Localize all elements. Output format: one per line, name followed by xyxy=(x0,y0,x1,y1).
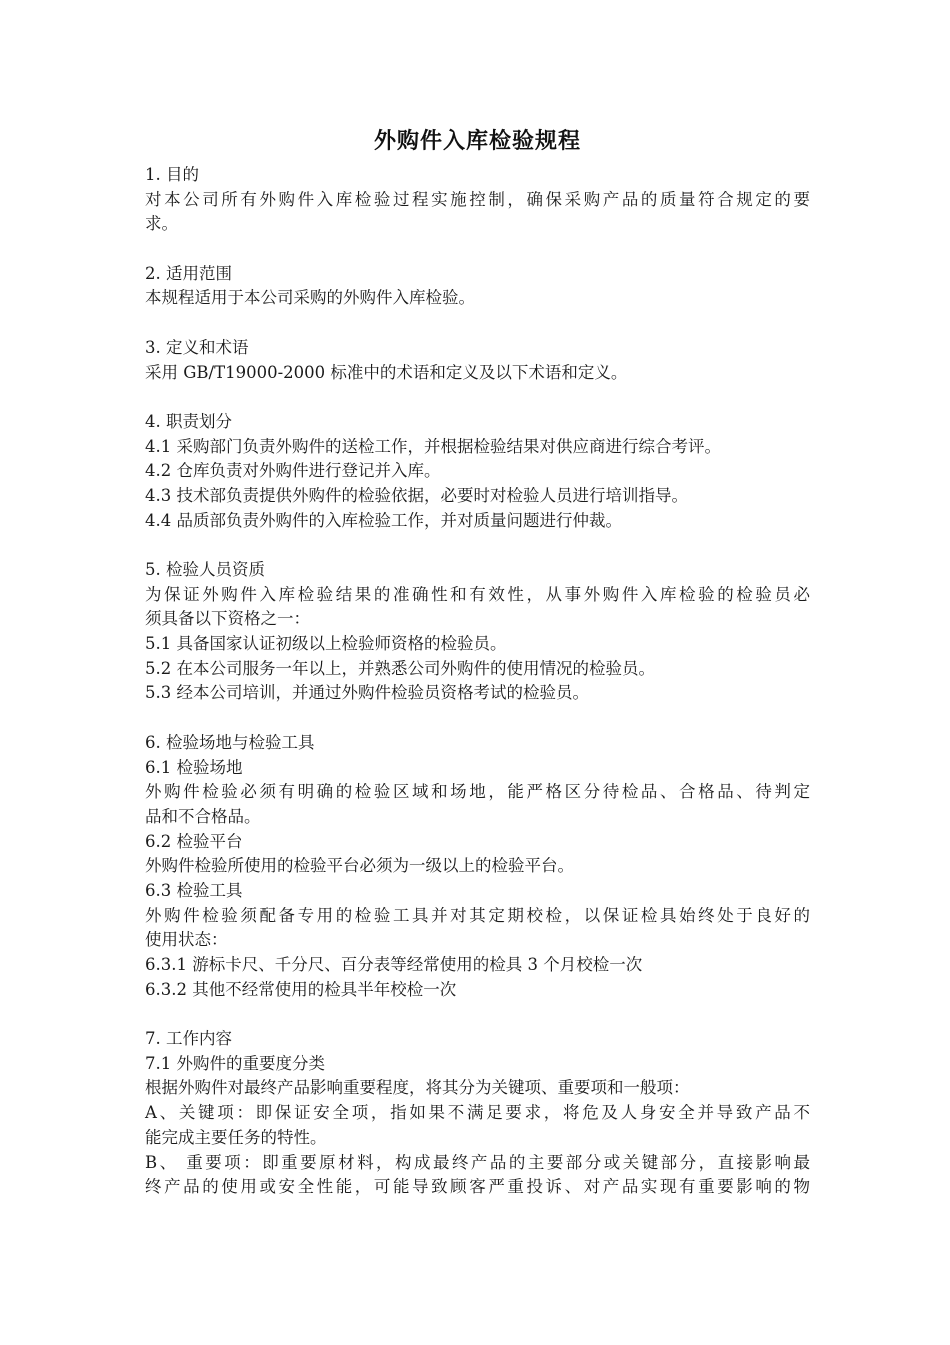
text-line: 本规程适用于本公司采购的外购件入库检验。 xyxy=(145,288,475,308)
blank-line xyxy=(145,311,810,336)
text-line: 6.3 检验工具 xyxy=(145,880,243,900)
document-title: 外购件入库检验规程 xyxy=(373,128,581,154)
text-line: 4.4 品质部负责外购件的入库检验工作，并对质量问题进行仲裁。 xyxy=(145,510,622,530)
text-line: 能完成主要任务的特性。 xyxy=(145,1127,327,1147)
blank-line xyxy=(145,1002,810,1027)
section-heading: 5. 检验人员资质 xyxy=(145,560,265,579)
text-line: 根据外购件对最终产品影响重要程度，将其分为关键项、重要项和一般项： xyxy=(145,1078,690,1098)
text-line: 7.1 外购件的重要度分类 xyxy=(145,1053,325,1073)
section-heading: 2. 适用范围 xyxy=(145,263,232,283)
text-line: B、 重要项：即重要原材料，构成最终产品的主要部分或关键部分，直接影响最 xyxy=(145,1152,810,1172)
text-line: 采用 GB/T19000-2000 标准中的术语和定义及以下术语和定义。 xyxy=(145,362,628,382)
text-line: 品和不合格品。 xyxy=(145,806,261,826)
text-line: 5.3 经本公司培训，并通过外购件检验员资格考试的检验员。 xyxy=(145,683,589,703)
section-heading: 6. 检验场地与检验工具 xyxy=(145,732,315,752)
text-line: 外购件检验必须有明确的检验区域和场地，能严格区分待检品、合格品、待判定 xyxy=(145,782,810,802)
text-line: 6.3.2 其他不经常使用的检具半年校检一次 xyxy=(145,979,457,999)
text-line: 对本公司所有外购件入库检验过程实施控制，确保采购产品的质量符合规定的要 xyxy=(145,189,810,209)
text-line: 外购件检验须配备专用的检验工具并对其定期校检，以保证检具始终处于良好的 xyxy=(145,905,810,925)
text-line: 外购件检验所使用的检验平台必须为一级以上的检验平台。 xyxy=(145,856,574,876)
text-line: 6.1 检验场地 xyxy=(145,757,243,777)
text-line: 4.1 采购部门负责外购件的送检工作，并根据检验结果对供应商进行综合考评。 xyxy=(145,436,721,456)
text-line: 5.1 具备国家认证初级以上检验师资格的检验员。 xyxy=(145,634,507,654)
blank-line xyxy=(145,533,810,558)
text-line: 终产品的使用或安全性能，可能导致顾客严重投诉、对产品实现有重要影响的物 xyxy=(145,1177,810,1197)
section-heading: 7. 工作内容 xyxy=(145,1029,232,1049)
text-line: 4.2 仓库负责对外购件进行登记并入库。 xyxy=(145,461,441,481)
blank-line xyxy=(145,237,810,262)
text-line: 为保证外购件入库检验结果的准确性和有效性，从事外购件入库检验的检验员必 xyxy=(145,584,810,604)
text-line: A、关键项：即保证安全项，指如果不满足要求，将危及人身安全并导致产品不 xyxy=(145,1103,810,1123)
text-line: 须具备以下资格之一： xyxy=(145,609,310,629)
section-heading: 4. 职责划分 xyxy=(145,411,232,431)
blank-line xyxy=(145,706,810,731)
section-heading: 1. 目的 xyxy=(145,165,199,184)
section-heading: 3. 定义和术语 xyxy=(145,337,249,357)
text-line: 6.3.1 游标卡尺、千分尺、百分表等经常使用的检具 3 个月校检一次 xyxy=(145,955,643,974)
text-line: 使用状态： xyxy=(145,930,228,950)
text-line: 5.2 在本公司服务一年以上，并熟悉公司外购件的使用情况的检验员。 xyxy=(145,658,655,678)
text-line: 求。 xyxy=(145,214,178,234)
blank-line xyxy=(145,385,810,410)
text-line: 4.3 技术部负责提供外购件的检验依据，必要时对检验人员进行培训指导。 xyxy=(145,485,688,505)
text-line: 6.2 检验平台 xyxy=(145,831,243,851)
document-body xyxy=(145,163,810,1200)
